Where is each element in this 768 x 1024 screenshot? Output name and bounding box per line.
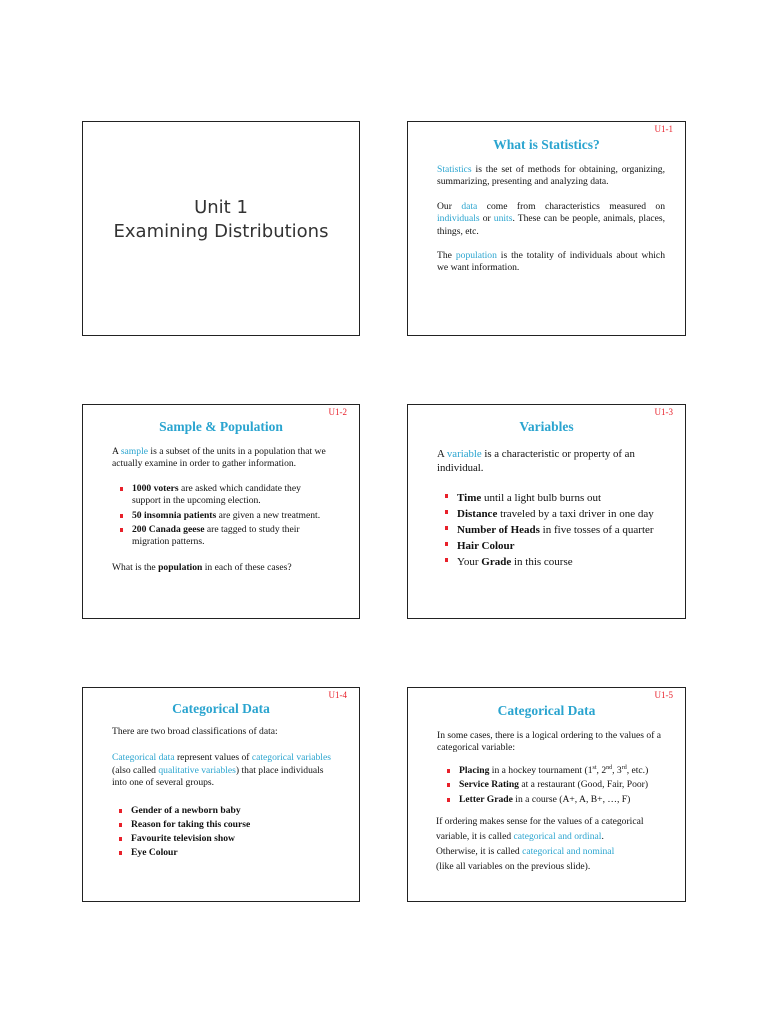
list-item: Eye Colour bbox=[119, 846, 331, 860]
bullet-icon bbox=[119, 809, 122, 813]
bullet-icon bbox=[119, 851, 122, 855]
paragraph: The population is the totality of individuals about which we want information. bbox=[437, 250, 665, 274]
slide-heading: Sample & Population bbox=[159, 419, 283, 434]
list-item: Distance traveled by a taxi driver in one day bbox=[445, 506, 655, 522]
slide-body bbox=[112, 446, 331, 574]
slide-heading: Categorical Data bbox=[497, 703, 596, 718]
slide-number: U1-2 bbox=[328, 407, 347, 417]
bullet-icon bbox=[447, 769, 450, 773]
slide-categorical-data-2 bbox=[407, 687, 686, 902]
paragraph: Categorical data represent values of categorical variables (also called qualitative variables) that place individuals into one of several groups. bbox=[112, 752, 331, 789]
slide-body bbox=[437, 730, 671, 874]
bullet-icon bbox=[447, 798, 450, 802]
list-item: Reason for taking this course bbox=[119, 818, 331, 832]
bullet-icon bbox=[445, 526, 448, 530]
slide-number: U1-3 bbox=[654, 407, 673, 417]
slide-what-is-statistics bbox=[407, 121, 686, 336]
slide-number: U1-1 bbox=[654, 124, 673, 134]
list-item: Number of Heads in five tosses of a quarter bbox=[445, 522, 655, 538]
slide-heading: Categorical Data bbox=[172, 701, 270, 716]
list-item: Your Grade in this course bbox=[445, 554, 655, 570]
slide-body bbox=[437, 164, 665, 275]
slide-sample-population bbox=[82, 404, 360, 619]
list-item: 200 Canada geese are tagged to study their migration patterns. bbox=[120, 524, 331, 549]
bullet-list bbox=[445, 490, 655, 570]
paragraph: Statistics is the set of methods for obtaining, organizing, summarizing, presenting and analyzing data. bbox=[437, 164, 665, 188]
bullet-list bbox=[119, 804, 331, 860]
bullet-icon bbox=[120, 514, 123, 518]
list-item: 1000 voters are asked which candidate they support in the upcoming election. bbox=[120, 483, 331, 508]
slide-variables bbox=[407, 404, 686, 619]
bullet-list bbox=[120, 483, 331, 549]
paragraph: A sample is a subset of the units in a population that we actually examine in order to gather information. bbox=[112, 446, 326, 470]
slide-number: U1-4 bbox=[328, 690, 347, 700]
bullet-icon bbox=[119, 823, 122, 827]
bullet-icon bbox=[445, 510, 448, 514]
bullet-icon bbox=[120, 487, 123, 491]
list-item: Service Rating at a restaurant (Good, Fair, Poor) bbox=[447, 778, 671, 793]
list-item: Favourite television show bbox=[119, 832, 331, 846]
bullet-icon bbox=[445, 558, 448, 562]
bullet-icon bbox=[445, 494, 448, 498]
slide-heading: What is Statistics? bbox=[493, 137, 600, 152]
paragraph: There are two broad classifications of data: bbox=[112, 726, 278, 737]
slide-heading: Variables bbox=[519, 419, 574, 434]
list-item: Time until a light bulb burns out bbox=[445, 490, 655, 506]
paragraph: A variable is a characteristic or property of an individual. bbox=[437, 448, 635, 474]
list-item: 50 insomnia patients are given a new treatment. bbox=[120, 510, 331, 522]
bullet-icon bbox=[447, 783, 450, 787]
paragraph: Our data come from characteristics measured on individuals or units. These can be people, animals, places, things, etc. bbox=[437, 200, 665, 237]
slide-body bbox=[437, 447, 655, 570]
paragraph: In some cases, there is a logical ordering to the values of a categorical variable: bbox=[437, 730, 662, 754]
bullet-list bbox=[447, 764, 671, 808]
slide-title bbox=[82, 121, 360, 336]
unit-title: Unit 1 Examining Distributions bbox=[113, 197, 329, 242]
list-item: Hair Colour bbox=[445, 538, 655, 554]
list-item: Gender of a newborn baby bbox=[119, 804, 331, 818]
list-item: Letter Grade in a course (A+, A, B+, …, F) bbox=[447, 793, 671, 808]
list-item: Placing in a hockey tournament (1st, 2nd, 3rd, etc.) bbox=[447, 764, 671, 779]
bullet-icon bbox=[445, 542, 448, 546]
slide-body bbox=[112, 726, 331, 860]
slide-number: U1-5 bbox=[654, 690, 673, 700]
paragraph: What is the population in each of these cases? bbox=[112, 561, 292, 573]
paragraph: If ordering makes sense for the values of a categorical variable, it is called categorical and ordinal. Otherwise, it is called categorical and nominal (like all variables on the previous slide). bbox=[436, 816, 644, 873]
slide-categorical-data bbox=[82, 687, 360, 902]
bullet-icon bbox=[120, 528, 123, 532]
bullet-icon bbox=[119, 837, 122, 841]
